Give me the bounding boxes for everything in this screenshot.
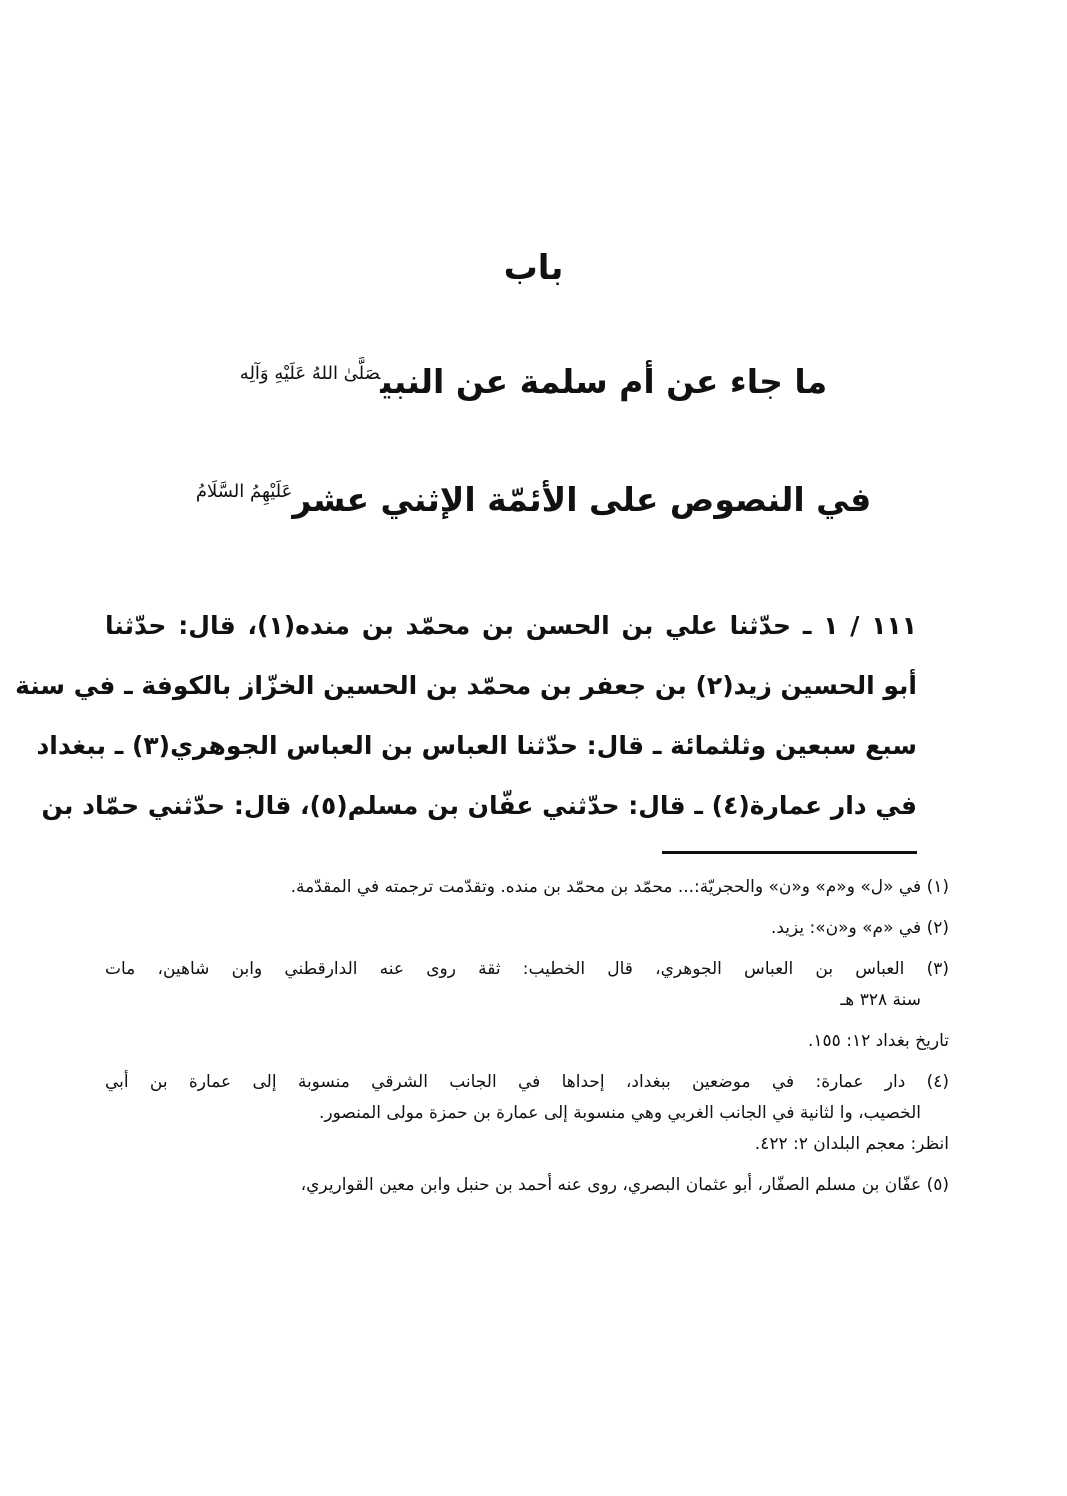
honorific-prophet: صَلَّىٰ اللهُ عَلَيْهِ وَآلِه	[239, 363, 381, 384]
footnote-3-line-2: سنة ٣٢٨ هـ	[840, 990, 921, 1010]
footnote-3-line-1: (٣) العباس بن العباس الجوهري، قال الخطيب: ثقة روى عنه الدارقطني وابن شاهين، مات	[105, 959, 949, 979]
body-line-3: سبع سبعين وثلثمائة ـ قال: حدّثنا العباس بن العباس الجوهري(٣) ـ ببغداد	[36, 731, 917, 760]
body-line-2: أبو الحسين زيد(٢) بن جعفر بن محمّد بن الحسين الخزّاز بالكوفة ـ في سنة	[15, 671, 917, 700]
chapter-title-line-2	[0, 480, 1067, 519]
footnote-4-line-2: الخصيب، وا لثانية في الجانب الغربي وهي منسوبة إلى عمارة بن حمزة مولى المنصور.	[319, 1103, 921, 1123]
footnote-3-reference: تاريخ بغداد ١٢: ١٥٥.	[807, 1031, 949, 1051]
footnote-5: (٥) عفّان بن مسلم الصفّار، أبو عثمان البصري، روى عنه أحمد بن حنبل وابن معين القواريري،	[300, 1175, 949, 1195]
footnote-4-reference: انظر: معجم البلدان ٢: ٤٢٢.	[754, 1134, 949, 1154]
footnote-divider	[662, 851, 917, 854]
chapter-title-text-2: في النصوص على الأئمّة الإثني عشر	[292, 480, 872, 519]
chapter-title-text-1: ما جاء عن أم سلمة عن النبي	[380, 362, 828, 401]
footnote-1: (١) في «ل» و«م» و«ن» والحجريّة:... محمّد بن محمّد بن منده. وتقدّمت ترجمته في المقدّمة.	[290, 877, 949, 897]
chapter-label: باب	[503, 248, 564, 288]
body-line-4: في دار عمارة(٤) ـ قال: حدّثني عفّان بن مسلم(٥)، قال: حدّثني حمّاد بن	[41, 791, 917, 820]
footnotes	[105, 872, 949, 1211]
honorific-imams: عَلَيْهِمُ السَّلَامُ	[195, 481, 293, 502]
footnote-3	[105, 954, 949, 1016]
footnote-4-line-1: (٤) دار عمارة: في موضعين ببغداد، إحداها في الجانب الشرقي منسوبة إلى عمارة بن أبي	[105, 1072, 949, 1092]
chapter-title-line-1	[0, 362, 1067, 401]
footnote-2: (٢) في «م» و«ن»: يزيد.	[770, 918, 949, 938]
hadith-body	[15, 596, 917, 836]
body-line-1: ١١١ / ١ ـ حدّثنا علي بن الحسن بن محمّد بن منده(١)، قال: حدّثنا	[105, 611, 917, 640]
footnote-4	[105, 1067, 949, 1160]
